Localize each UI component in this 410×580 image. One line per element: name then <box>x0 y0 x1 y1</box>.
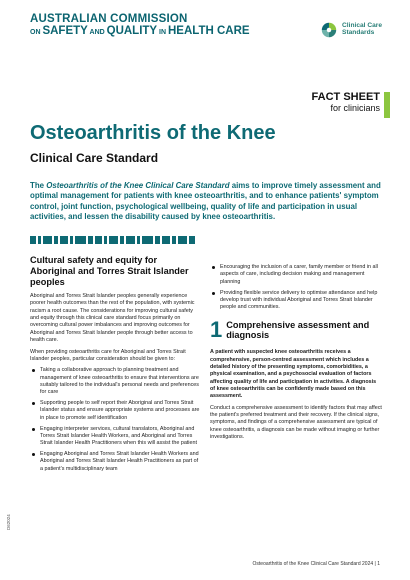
logo-text: Clinical Care Standards <box>342 22 382 36</box>
right-column <box>210 264 382 445</box>
org-name-line1: AUSTRALIAN COMMISSION <box>30 13 188 25</box>
cultural-bullet-list <box>30 367 200 473</box>
header <box>30 13 390 53</box>
cultural-paragraph-2: When providing osteoarthritis care for Aboriginal and Torres Strait Islander peoples, particular consideration should be given to: <box>30 348 186 362</box>
section-number: 1 <box>210 316 223 342</box>
fact-sheet-subtitle: for clinicians <box>330 103 380 113</box>
fact-sheet-label <box>312 92 380 114</box>
org-name-line2: ON SAFETY AND QUALITY IN HEALTH CARE <box>30 25 250 38</box>
continued-bullet-list <box>210 264 382 312</box>
page-footer: Osteoarthritis of the Knee Clinical Care Standard 2024 | 1 <box>252 561 380 567</box>
list-item: Engaging Aboriginal and Torres Strait Islander Health Workers and Aboriginal and Torres Strait Islander Health Practitioners as part of a patient's multidisciplinary team <box>30 451 200 473</box>
cultural-paragraph-1: Aboriginal and Torres Strait Islander peoples generally experience poorer health outcomes than the rest of the population, with systemic racism a root cause. The considerations for improving cultural safety and equity through this clinical care standard focus primarily on overcoming cultural power imbalances and improving outcomes for Aboriginal and Torres Strait Islander people through better access to health care. <box>30 293 195 344</box>
page-subtitle: Clinical Care Standard <box>30 151 159 165</box>
clinical-care-standards-logo <box>320 21 382 39</box>
accent-bar <box>384 92 390 118</box>
page-title: Osteoarthritis of the Knee <box>30 122 276 144</box>
list-item: Engaging interpreter services, cultural translators, Aboriginal and Torres Strait Islander Health Workers, and Aboriginal and Torres Strait Islander Health Practitioners when this will assist the patient <box>30 426 200 448</box>
list-item: Supporting people to self report their Aboriginal and Torres Strait Islander status and ensure appropriate systems and processes are in place to promote self identification <box>30 400 200 422</box>
section-1-statement: A patient with suspected knee osteoarthritis receives a comprehensive, person-centred assessment which includes a detailed history of the presenting symptoms, comorbidities, a physical examination, and a psychosocial evaluation of factors affecting quality of life and participation in activities. A diagnosis of knee osteoarthritis can be confidently made based on this assessment. <box>210 349 377 400</box>
fact-sheet-title: FACT SHEET <box>311 91 380 103</box>
document-code: D62024 <box>6 514 11 530</box>
section-1-header <box>210 316 382 342</box>
leaf-cluster-icon <box>320 21 338 39</box>
list-item: Providing flexible service delivery to optimise attendance and help develop trust with individual Aboriginal and Torres Strait Islander people and communities. <box>210 290 382 312</box>
section-1-heading: Comprehensive assessment and diagnosis <box>226 319 370 341</box>
section-1-paragraph: Conduct a comprehensive assessment to identify factors that may affect the patient's preferred treatment and their recovery. If the clinical signs, symptoms, and findings of a comprehensive assessment are typical of knee osteoarthritis, a diagnosis can be made without imaging or further investigations. <box>210 404 382 441</box>
list-item: Taking a collaborative approach to planning treatment and management of knee osteoarthritis to ensure that interventions are suitably tailored to the individual's personal needs and preferences for care <box>30 367 200 396</box>
intro-paragraph: The Osteoarthritis of the Knee Clinical Care Standard aims to improve timely assessment and optimal management for patients with knee osteoarthritis, and to enhance patients' symptom control, joint function, psychological wellbeing, quality of life and participation in usual activities, and lessen the disability caused by knee osteoarthritis. <box>30 181 381 222</box>
left-column <box>30 255 200 477</box>
cultural-safety-heading: Cultural safety and equity for Aboriginal and Torres Strait Islander peoples <box>30 255 189 288</box>
decorative-pattern <box>30 236 195 244</box>
list-item: Encouraging the inclusion of a carer, family member or friend in all aspects of care, including decision making and management planning <box>210 264 382 286</box>
